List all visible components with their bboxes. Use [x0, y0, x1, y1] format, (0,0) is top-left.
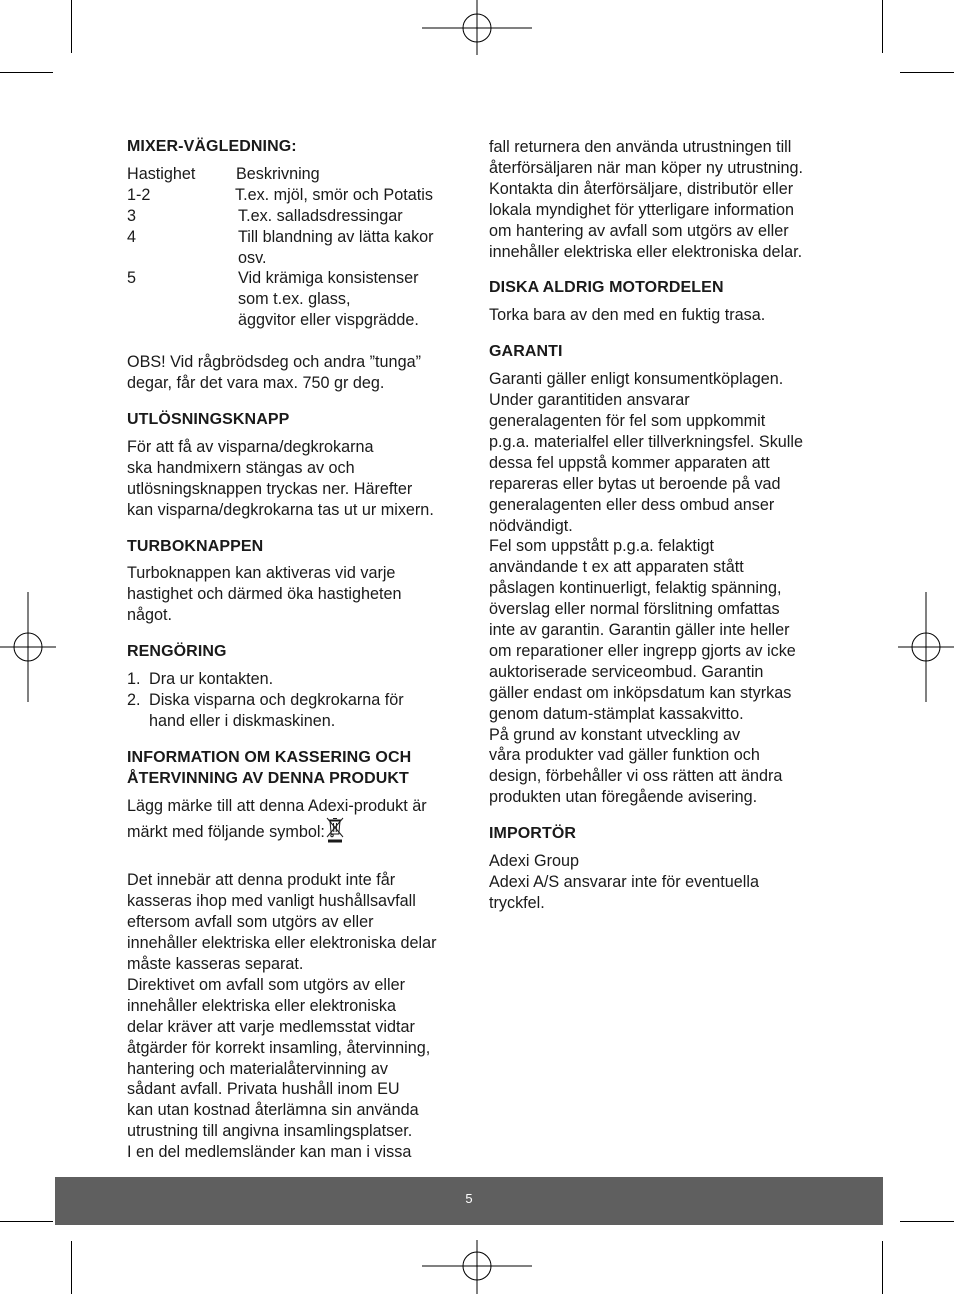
heading-line: ÅTERVINNING AV DENNA PRODUKT — [127, 769, 409, 787]
text-line: kan utan kostnad återlämna sin använda — [127, 1101, 419, 1120]
text-line: hastighet och därmed öka hastigheten — [127, 585, 402, 604]
text-line: återförsäljaren när man köper ny utrustning. — [489, 158, 804, 177]
text-line: åtgärder för korrekt insamling, återvinning, — [127, 1038, 431, 1057]
text-line: Kontakta din återförsäljare, distributör eller — [489, 179, 794, 198]
text-line: repareras eller bytas ut beroende på vad — [489, 474, 781, 493]
text-line: innehåller elektriska eller elektroniska delar. — [489, 242, 803, 261]
text-line: Fel som uppstått p.g.a. felaktigt — [489, 537, 714, 556]
speed-description — [238, 206, 467, 227]
speed-row — [127, 206, 467, 227]
speed-description — [238, 227, 467, 269]
left-column — [127, 137, 467, 1163]
speed-table-header — [127, 164, 467, 185]
text-line: gäller endast om inköpsdatum kan styrkas — [489, 683, 792, 702]
text-line: Direktivet om avfall som utgörs av eller — [127, 975, 405, 994]
text-line: användande t ex att apparaten stått — [489, 558, 744, 577]
step-line: hand eller i diskmaskinen. — [149, 711, 336, 730]
importer-section — [489, 824, 834, 914]
warranty-heading: GARANTI — [489, 343, 563, 361]
release-button-section — [127, 410, 467, 521]
list-item — [127, 669, 467, 690]
text-line: delar kräver att varje medlemsstat vidtar — [127, 1017, 415, 1036]
speed-row — [127, 268, 467, 331]
speed-description-line: osv. — [238, 248, 267, 267]
text-line: sådant avfall. Privata hushåll inom EU — [127, 1080, 400, 1099]
text-line: generalagenten för fel som uppkommit — [489, 411, 766, 430]
text-line: utrustning till angivna insamlingsplatser. — [127, 1122, 413, 1141]
speed-table — [127, 164, 467, 331]
mixer-guide-heading: MIXER-VÄGLEDNING: — [127, 138, 297, 155]
speed-value: 3 — [127, 206, 137, 225]
speed-description — [238, 268, 467, 331]
text-line: överslag eller normal förslitning omfattas — [489, 600, 780, 619]
text-line: generalagenten eller dess ombud anser — [489, 495, 775, 514]
registration-target-top — [422, 0, 532, 55]
text-line: produkten utan föregående avisering. — [489, 788, 758, 807]
disposal-paragraph — [127, 870, 467, 975]
text-line: I en del medlemsländer kan man i vissa — [127, 1143, 412, 1162]
text-line: På grund av konstant utveckling av — [489, 725, 741, 744]
mixer-guide-section — [127, 137, 467, 394]
motor-heading: DISKA ALDRIG MOTORDELEN — [489, 279, 724, 297]
text-line: Det innebär att denna produkt inte får — [127, 871, 396, 890]
warranty-section — [489, 342, 834, 808]
disposal-intro — [127, 796, 467, 850]
text-line: fall returnera den använda utrustningen till — [489, 138, 792, 156]
note-line: OBS! Vid rågbrödsdeg och andra ”tunga” — [127, 353, 421, 372]
speed-row — [127, 227, 467, 269]
speed-description-line: äggvitor eller vispgrädde. — [238, 311, 419, 330]
text-line: auktoriserade serviceombud. Garantin — [489, 662, 764, 681]
text-line: något. — [127, 606, 173, 625]
speed-value: 4 — [127, 227, 137, 246]
registration-target-left — [0, 592, 56, 702]
step-line: Dra ur kontakten. — [149, 670, 274, 689]
text-line: kasseras ihop med vanligt hushållsavfall — [127, 892, 416, 911]
text-line: eftersom avfall som utgörs av eller — [127, 913, 374, 932]
speed-description — [235, 185, 467, 206]
speed-description-line: Vid krämiga konsistenser — [238, 269, 419, 288]
step-text — [149, 690, 404, 732]
symbol-line — [127, 816, 467, 849]
text-line: om reparationer eller ingrepp gjorts av icke — [489, 641, 796, 660]
text-line: För att få av visparna/degkrokarna — [127, 437, 374, 456]
text-line: utlösningsknappen tryckas ner. Härefter — [127, 479, 413, 498]
turbo-button-text — [127, 563, 467, 626]
disposal-heading — [127, 748, 467, 790]
disposal-continued — [489, 137, 834, 262]
text-line: tryckfel. — [489, 893, 545, 912]
heavy-dough-note — [127, 352, 467, 394]
page-number: 5 — [465, 1191, 473, 1206]
cleaning-heading: RENGÖRING — [127, 643, 227, 661]
text-line: om hantering av avfall som utgörs av eller — [489, 221, 789, 240]
text-line: kan visparna/degkrokarna tas ut ur mixern. — [127, 500, 434, 519]
crossed-out-wheelie-bin-icon — [326, 816, 344, 849]
speed-value: 1-2 — [127, 185, 151, 204]
release-button-text — [127, 437, 467, 521]
text-line: hantering och materialåtervinning av — [127, 1059, 388, 1078]
text-line: märkt med följande symbol: — [127, 823, 325, 842]
speed-description-line: T.ex. mjöl, smör och Potatis — [235, 185, 433, 204]
speed-column-header: Hastighet — [127, 164, 196, 183]
note-line: degar, får det vara max. 750 gr deg. — [127, 374, 385, 393]
speed-description-line: T.ex. salladsdressingar — [238, 206, 403, 225]
step-line: Diska visparna och degkrokarna för — [149, 690, 404, 709]
warranty-text — [489, 369, 834, 808]
text-line: måste kasseras separat. — [127, 955, 304, 973]
speed-value: 5 — [127, 269, 137, 288]
text-line: p.g.a. materialfel eller tillverkningsfel. Skulle — [489, 432, 803, 451]
text-line: dessa fel uppstå kommer apparaten att — [489, 453, 770, 472]
footer-bar — [55, 1177, 883, 1225]
text-line: våra produkter vad gäller funktion och — [489, 746, 760, 765]
description-column-header: Beskrivning — [236, 164, 320, 183]
motor-text — [489, 305, 834, 326]
registration-target-right — [898, 592, 954, 702]
text-line: inte av garantin. Garantin gäller inte heller — [489, 621, 790, 640]
list-item — [127, 690, 467, 732]
step-text — [149, 669, 273, 690]
text-line: Under garantitiden ansvarar — [489, 391, 690, 410]
text-line: lokala myndighet för ytterligare information — [489, 200, 795, 219]
text-line: genom datum-stämplat kassakvitto. — [489, 704, 744, 723]
turbo-button-heading: TURBOKNAPPEN — [127, 537, 264, 555]
right-column — [489, 137, 834, 914]
importer-heading: IMPORTÖR — [489, 825, 577, 843]
disposal-directive-paragraph — [127, 975, 467, 1163]
release-button-heading: UTLÖSNINGSKNAPP — [127, 410, 290, 428]
text-line: Torka bara av den med en fuktig trasa. — [489, 306, 766, 325]
speed-description-line: som t.ex. glass, — [238, 290, 351, 309]
turbo-button-section — [127, 537, 467, 627]
importer-text — [489, 851, 834, 914]
step-number: 1. — [127, 670, 141, 689]
text-line: Turboknappen kan aktiveras vid varje — [127, 564, 396, 583]
text-line: påslagen kontinuerligt, felaktig spänning, — [489, 579, 782, 598]
text-line: ska handmixern stängas av och — [127, 458, 355, 477]
text-line: Adexi A/S ansvarar inte för eventuella — [489, 873, 759, 891]
step-number: 2. — [127, 690, 141, 709]
cleaning-section — [127, 642, 467, 732]
cleaning-steps — [127, 669, 467, 732]
text-line: innehåller elektriska eller elektroniska — [127, 996, 397, 1015]
text-line: Adexi Group — [489, 852, 579, 871]
text-line: nödvändigt. — [489, 516, 573, 535]
text-line: Lägg märke till att denna Adexi-produkt är — [127, 796, 427, 815]
text-line: design, förbehåller vi oss rätten att ändra — [489, 767, 783, 786]
text-line: innehåller elektriska eller elektroniska delar — [127, 934, 437, 953]
registration-target-bottom — [422, 1240, 532, 1294]
motor-section — [489, 278, 834, 326]
heading-line: INFORMATION OM KASSERING OCH — [127, 748, 412, 766]
speed-row — [127, 185, 467, 206]
disposal-section — [127, 748, 467, 1163]
text-line: Garanti gäller enligt konsumentköplagen. — [489, 370, 784, 389]
speed-description-line: Till blandning av lätta kakor — [238, 227, 434, 246]
